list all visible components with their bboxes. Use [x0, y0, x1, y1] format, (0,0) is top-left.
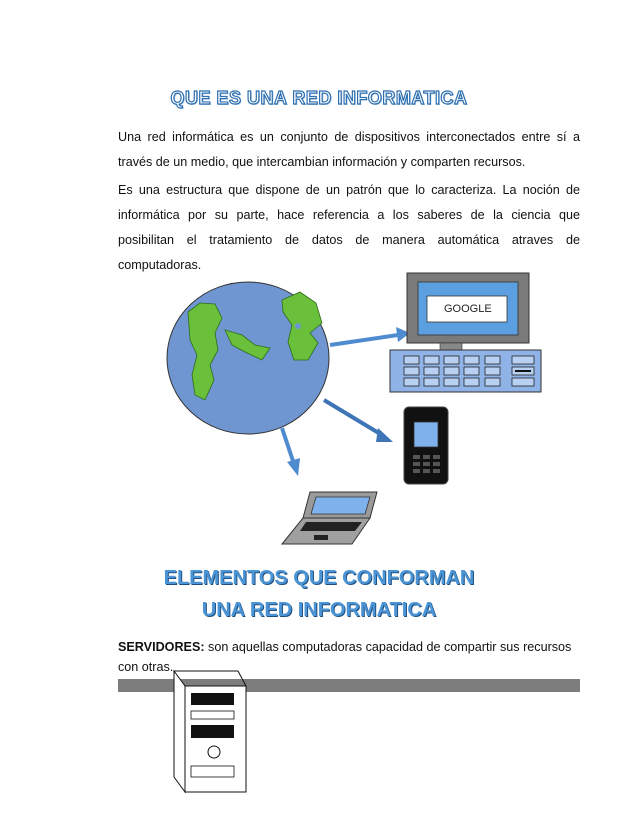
paragraph-definition: Una red informática es un conjunto de dispositivos interconectados entre sí a través de un medio, que intercambian información y comparten recursos.: [118, 130, 580, 169]
paragraph-structure: Es una estructura que dispone de un patrón que lo caracteriza. La noción de informática por su parte, hace referencia a los saberes de la ciencia que posibilitan el tratamiento de datos de manera automática atraves de computadoras.: [118, 183, 580, 272]
server-tower-icon: [174, 671, 246, 792]
section-heading-line2: UNA RED INFORMATICA: [201, 599, 437, 621]
page-title: QUE ES UNA RED INFORMATICA: [170, 88, 468, 108]
servers-term: SERVIDORES:: [118, 640, 205, 654]
google-label: GOOGLE: [444, 303, 492, 315]
section-heading-line1: ELEMENTOS QUE CONFORMAN: [163, 567, 475, 589]
servers-text: son aquellas computadoras capacidad de compartir sus recursos con otras.: [118, 640, 572, 674]
